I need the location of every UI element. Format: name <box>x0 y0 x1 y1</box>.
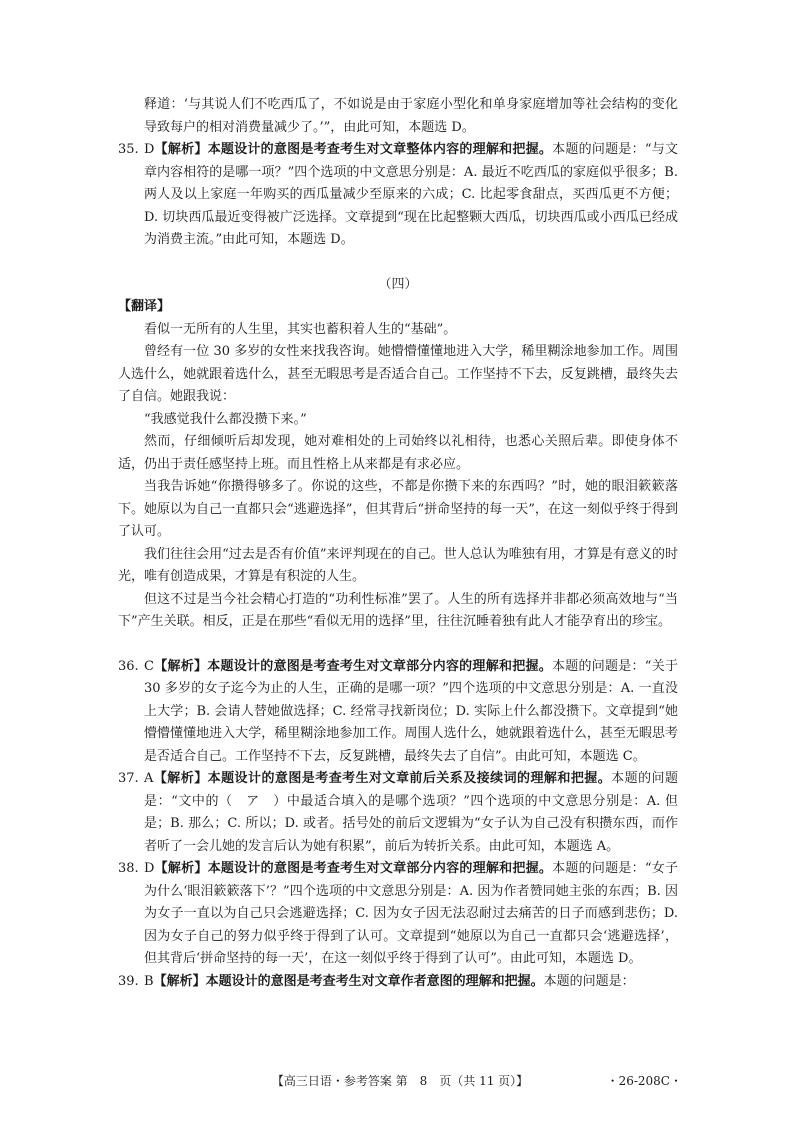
translation-paragraph: 但这不过是当今社会精心打造的“功利性标准”罢了。人生的所有选择并非都必须高效地与“当下”产生关联。相反，正是在那些“看似无用的选择”里，往往沉睡着独有此人才能孕育出的珍宝。 <box>118 591 678 629</box>
q36-text: 本题的问题是：“关于 30 多岁的女子迄今为止的人生，正确的是哪一项？”四个选项的中文意思分别是：A. 一直没上大学；B. 会请人替她做选择；C. 经常寻找新岗位；D. 实际上什么都没攒下。文章提到“她懵懵懂懂地进入大学，稀里糊涂地参加工作。周围人选什么，她就跟着选什么，甚至无暇思考是否适合自己。工作坚持不下去，反复跳槽，最终失去了自信”。由此可知，本题选 C。 <box>144 658 678 764</box>
q37-answer: A <box>144 771 154 786</box>
q35-text: 本题的问题是：“与文章内容相符的是哪一项？”四个选项的中文意思分别是：A. 最近不吃西瓜的家庭似乎很多；B. 两人及以上家庭一年购买的西瓜量减少至原来的六成；C. 比起零食甜点，买西瓜更不方便；D. 切块西瓜最近变得被广泛选择。文章提到“现在比起整颗大西瓜，切块西瓜或小西瓜已经成为消费主流。”由此可知，本题选 D。 <box>144 142 678 247</box>
q37-explanation <box>118 768 678 858</box>
q36-intent: 本题设计的意图是考查考生对文章部分内容的理解和把握。 <box>207 658 552 674</box>
page-content <box>118 94 678 993</box>
q34-explanation-tail <box>118 94 678 139</box>
q37-intent: 本题设计的意图是考查考生对文章前后关系及接续词的理解和把握。 <box>207 771 612 786</box>
q36-answer: C <box>144 658 154 674</box>
q35-explanation <box>118 139 678 252</box>
q39-intent: 本题设计的意图是考查考生对文章作者意图的理解和把握。 <box>205 973 544 989</box>
q35-answer: D <box>144 142 155 157</box>
q34-text: 释道：‘与其说人们不吃西瓜了，不如说是由于家庭小型化和单身家庭增加等社会结构的变化导致每户的相对消费量减少了。’”，由此可知，本题选 D。 <box>144 97 678 135</box>
q39-tag: 【解析】 <box>153 973 206 989</box>
q38-explanation <box>118 858 678 971</box>
translation-paragraph: 当我告诉她“你攒得够多了。你说的这些，不都是你攒下来的东西吗？”时，她的眼泪簌簌落下。她原以为自己一直都只会“逃避选择”，但其背后“拼命坚持的每一天”，在这一刻似乎终于得到了认可。 <box>118 479 678 539</box>
translation-paragraph: 看似一无所有的人生里，其实也蓄积着人生的“基础”。 <box>144 321 457 337</box>
translation-paragraph: “我感觉我什么都没攒下来。” <box>144 411 307 427</box>
q36-explanation <box>118 656 678 769</box>
q36-number: 36. <box>118 658 139 674</box>
q36-tag: 【解析】 <box>153 658 208 674</box>
translation-heading: 【翻译】 <box>118 299 171 314</box>
translation-paragraph: 曾经有一位 30 多岁的女性来找我咨询。她懵懵懂懂地进入大学，稀里糊涂地参加工作。周围人选什么，她就跟着选什么，甚至无暇思考是否适合自己。工作坚持不下去，反复跳槽，最终失去了自信。她跟我说： <box>118 344 678 404</box>
q37-tag: 【解析】 <box>153 771 208 786</box>
q38-text: 本题的问题是：“女子为什么‘眼泪簌簌落下’？”四个选项的中文意思分别是：A. 因为作者赞同她主张的东西；B. 因为女子一直以为自己只会逃避选择；C. 因为女子因无法忍耐过去痛苦的日子而感到悲伤；D. 因为女子自己的努力似乎终于得到了认可。文章提到“她原以为自己一直都只会‘逃避选择’，但其背后‘拼命坚持的每一天’，在这一刻似乎终于得到了认可”。由此可知，本题选 D。 <box>144 861 678 966</box>
q38-tag: 【解析】 <box>154 861 208 876</box>
q38-intent: 本题设计的意图是考查考生对文章部分内容的理解和把握。 <box>207 861 553 876</box>
section-title: （四） <box>378 276 418 292</box>
q39-number: 39. <box>118 973 139 989</box>
q38-answer: D <box>144 861 155 876</box>
q38-number: 38. <box>118 861 139 876</box>
q39-explanation <box>118 971 678 994</box>
footer-page-info: 【高三日语・参考答案 第 8 页（共 11 页）】 <box>271 1074 529 1088</box>
translation-paragraph: 我们往往会用“过去是否有价值”来评判现在的自己。世人总认为唯独有用，才算是有意义的时光，唯有创造成果，才算是有积淀的人生。 <box>118 546 678 584</box>
q37-text: 本题的问题是：“文中的（ ア ）中最适合填入的是哪个选项？”四个选项的中文意思分别是：A. 但是；B. 那么；C. 所以；D. 或者。括号处的前后文逻辑为“女子认为自己没有积攒东西，而作者听了一会儿她的发言后认为她有积累”，前后为转折关系。由此可知，本题选 A。 <box>144 771 678 854</box>
q35-intent: 本题设计的意图是考查考生对文章整体内容的理解和把握。 <box>207 142 553 157</box>
q37-number: 37. <box>118 771 139 786</box>
q39-answer: B <box>144 973 154 989</box>
translation-paragraph: 然而，仔细倾听后却发现，她对难相处的上司始终以礼相待，也悉心关照后辈。即使身体不适，仍出于责任感坚持上班。而且性格上从来都是有求必应。 <box>118 434 678 472</box>
footer-exam-code: ・26-208C・ <box>606 1074 682 1088</box>
q39-text: 本题的问题是： <box>543 973 635 989</box>
q35-tag: 【解析】 <box>154 142 208 157</box>
q35-number: 35. <box>118 142 139 157</box>
